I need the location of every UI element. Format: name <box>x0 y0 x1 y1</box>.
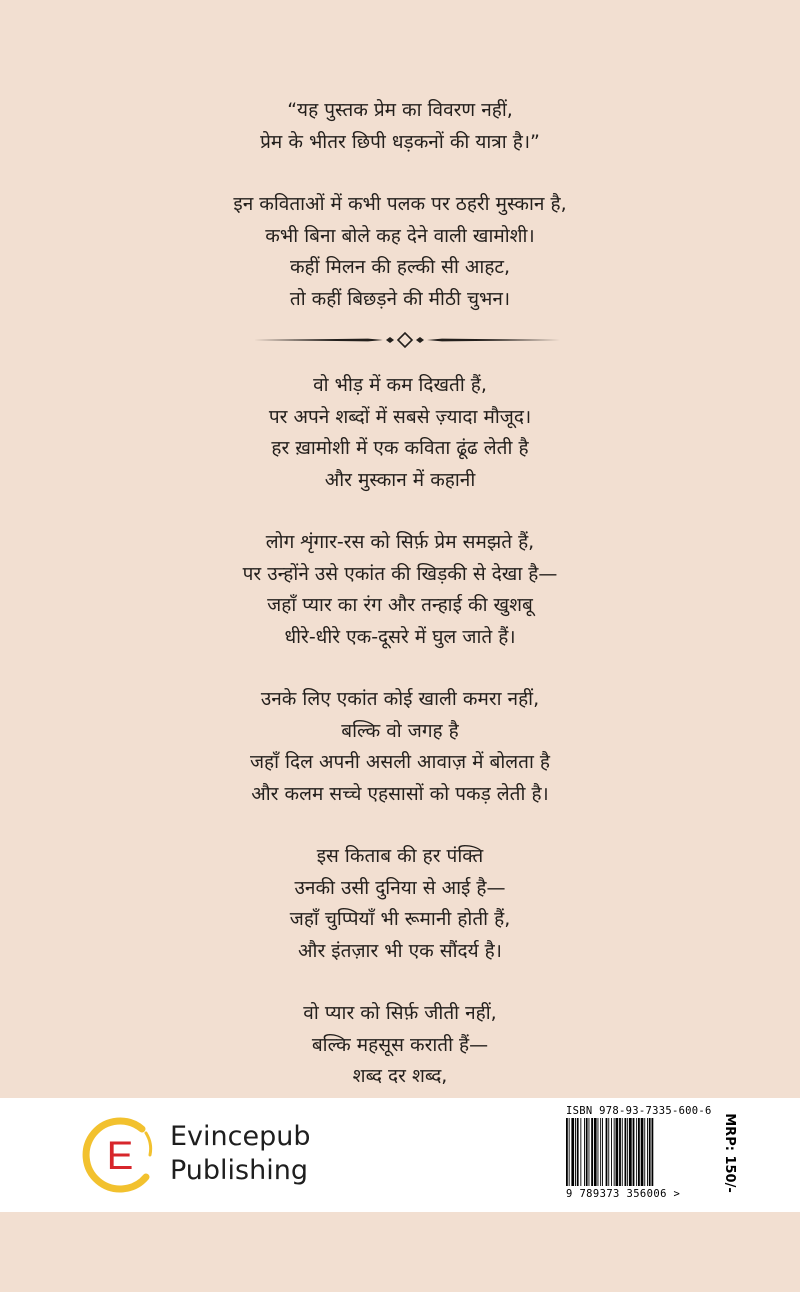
barcode-bar <box>619 1118 621 1186</box>
poem-line: प्रेम के भीतर छिपी धड़कनों की यात्रा है।” <box>260 130 540 153</box>
publisher-name-line2: Publishing <box>170 1155 308 1186</box>
poem-line: इन कविताओं में कभी पलक पर ठहरी मुस्कान है, <box>233 193 567 215</box>
publisher-name-line1: Evincepub <box>170 1121 311 1152</box>
barcode-bar <box>627 1118 628 1186</box>
barcode-bar <box>608 1118 609 1186</box>
publisher-logo-icon <box>80 1115 160 1195</box>
barcode-bar <box>577 1118 579 1186</box>
poem-stanza <box>0 684 800 810</box>
barcode-bar <box>611 1118 612 1186</box>
barcode-bar <box>591 1118 593 1186</box>
isbn-barcode <box>566 1118 678 1186</box>
poem-line: बल्कि वो जगह है <box>341 719 459 742</box>
barcode-digits: 9 789373 356006 > <box>566 1188 681 1200</box>
barcode-bar <box>606 1118 608 1186</box>
barcode-bar <box>575 1118 576 1186</box>
poem-line: और इंतज़ार भी एक सौंदर्य है। <box>298 939 502 962</box>
publisher-footer <box>0 1098 800 1212</box>
barcode-bar <box>638 1118 640 1186</box>
barcode-bar <box>629 1118 632 1186</box>
poem-line: बल्कि महसूस कराती हैं— <box>311 1033 489 1056</box>
intro-stanza <box>0 189 800 315</box>
poem-line: कहीं मिलन की हल्की सी आहट, <box>289 256 511 278</box>
poem-line: पर अपने शब्दों में सबसे ज़्यादा मौजूद। <box>268 405 532 428</box>
barcode-bar <box>589 1118 590 1186</box>
poem-line: लोग शृंगार-रस को सिर्फ़ प्रेम समझते हैं, <box>265 531 535 553</box>
logo-letter: E <box>106 1134 134 1178</box>
publisher-name <box>170 1120 311 1188</box>
barcode-bar <box>584 1118 585 1186</box>
poem-line: जहाँ दिल अपनी असली आवाज़ में बोलता है <box>249 751 551 773</box>
barcode-bar <box>600 1118 601 1186</box>
poem-line: जहाँ चुप्पियाँ भी रूमानी होती हैं, <box>289 908 511 930</box>
poem-stanza <box>0 527 800 653</box>
poem-stanza <box>0 841 800 967</box>
poem-line: तो कहीं बिछड़ने की मीठी चुभन। <box>289 287 511 310</box>
poem-line: और कलम सच्चे एहसासों को पकड़ लेती है। <box>251 782 549 805</box>
poem-line: वो प्यार को सिर्फ़ जीती नहीं, <box>303 1002 497 1024</box>
barcode-bar <box>566 1118 568 1186</box>
barcode-bar <box>641 1118 644 1186</box>
poem-line: “यह पुस्तक प्रेम का विवरण नहीं, <box>287 99 513 121</box>
ornament-divider <box>250 330 560 350</box>
isbn-label: ISBN 978-93-7335-600-6 <box>566 1105 712 1117</box>
barcode-bar <box>586 1118 588 1186</box>
intro-stanza <box>0 95 800 158</box>
intro-poem <box>0 95 800 315</box>
barcode-bar <box>647 1118 648 1186</box>
poem-line: धीरे-धीरे एक-दूसरे में घुल जाते हैं। <box>284 625 516 648</box>
main-poem <box>0 370 800 1124</box>
price-label: MRP: 150/- <box>722 1113 737 1193</box>
poem-stanza <box>0 370 800 496</box>
poem-line: जहाँ प्यार का रंग और तन्हाई की खुशबू <box>267 594 533 616</box>
poem-line: वो भीड़ में कम दिखती हैं, <box>313 374 487 396</box>
poem-line: उनके लिए एकांत कोई खाली कमरा नहीं, <box>260 688 540 710</box>
barcode-bar <box>636 1118 637 1186</box>
poem-line: इस किताब की हर पंक्ति <box>316 845 484 867</box>
barcode-bar <box>616 1118 619 1186</box>
barcode-bar <box>644 1118 645 1186</box>
barcode-bar <box>594 1118 597 1186</box>
barcode-bar <box>652 1118 654 1186</box>
barcode-bar <box>571 1118 574 1186</box>
barcode-bar <box>614 1118 615 1186</box>
barcode-bar <box>625 1118 627 1186</box>
poem-line: उनकी उसी दुनिया से आई है— <box>294 876 506 899</box>
barcode-bar <box>649 1118 651 1186</box>
poem-line: पर उन्होंने उसे एकांत की खिड़की से देखा है— <box>242 562 558 585</box>
barcode-bar <box>633 1118 635 1186</box>
barcode-bar <box>580 1118 581 1186</box>
poem-line: शब्द दर शब्द, <box>352 1065 448 1087</box>
barcode-bar <box>598 1118 599 1186</box>
barcode-bar <box>602 1118 603 1186</box>
poem-line: और मुस्कान में कहानी <box>324 468 476 491</box>
barcode-bar <box>569 1118 570 1186</box>
poem-line: कभी बिना बोले कह देने वाली खामोशी। <box>265 224 535 247</box>
poem-line: हर ख़ामोशी में एक कविता ढूंढ लेती है <box>271 437 529 459</box>
barcode-bar <box>622 1118 623 1186</box>
